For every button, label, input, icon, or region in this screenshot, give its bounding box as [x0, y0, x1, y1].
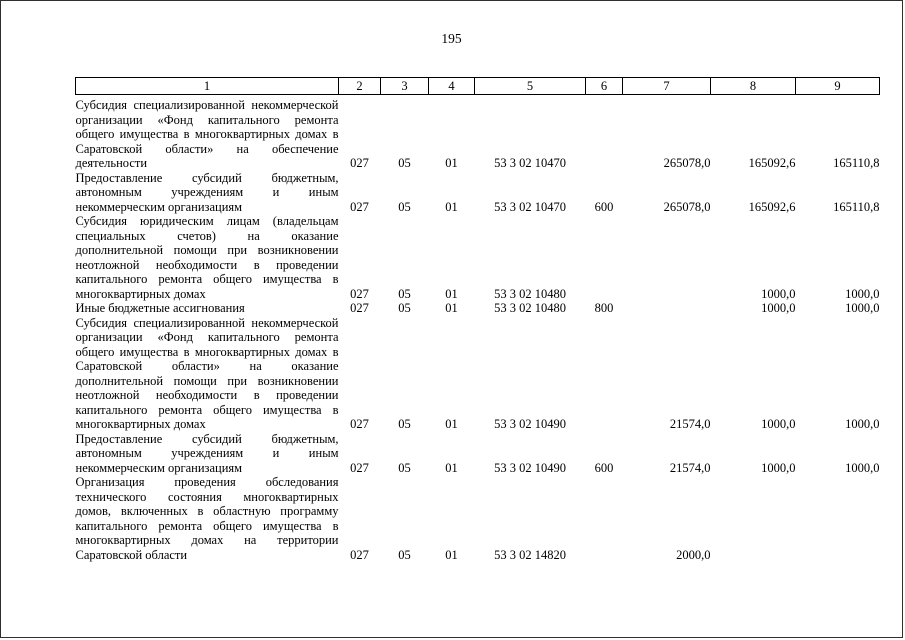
value-cell: 05 [398, 547, 411, 562]
value-cell: 53 3 02 10490 [494, 460, 566, 475]
value-cell: 05 [398, 156, 411, 170]
value-cell: 01 [445, 460, 458, 475]
value-cell [623, 214, 711, 301]
value-cell: 165092,6 [748, 156, 796, 170]
row-title-cell: Субсидия специализированной некоммерческой организации «Фонд капитального ремонта общего имущества в многоквартирных домах в Саратовской области» на обеспечение деятельности [75, 98, 339, 170]
column-header-1: 1 [76, 78, 339, 95]
value-cell [586, 214, 623, 301]
row-title-cell: Предоставление субсидий бюджетным, автономным учреждениям и иным некоммерческим организациям [75, 431, 339, 475]
value-cell: 265078,0 [663, 156, 711, 170]
value-cell: 265078,0 [663, 199, 711, 214]
column-header-8: 8 [711, 78, 796, 95]
value-cell [586, 316, 623, 432]
value-cell: 53 3 02 14820 [494, 547, 566, 562]
value-cell: 1000,0 [845, 286, 880, 301]
column-header-2: 2 [339, 78, 381, 95]
value-cell [586, 475, 623, 562]
value-cell [796, 475, 880, 562]
value-cell [623, 301, 711, 316]
value-cell [586, 95, 623, 171]
value-cell: 21574,0 [669, 417, 711, 431]
value-cell: 01 [445, 301, 458, 315]
table-header-row [76, 78, 880, 95]
table-row [76, 475, 880, 562]
value-cell: 1000,0 [761, 301, 796, 315]
row-title-cell: Иные бюджетные ассигнования [75, 301, 245, 315]
value-cell: 53 3 02 10480 [494, 301, 566, 315]
value-cell: 1000,0 [761, 286, 796, 301]
value-cell: 01 [445, 199, 458, 214]
value-cell: 165092,6 [748, 199, 796, 214]
value-cell: 600 [594, 199, 614, 214]
row-title-cell: Организация проведения обследования технического состояния многоквартирных домов, включенных в областную программу капитального ремонта общего имущества в многоквартирных домах на территории Саратовской области [75, 475, 339, 562]
value-cell: 027 [350, 199, 369, 214]
value-cell: 2000,0 [676, 547, 711, 562]
value-cell: 53 3 02 10470 [494, 156, 566, 170]
value-cell: 027 [350, 547, 369, 562]
column-header-6: 6 [586, 78, 623, 95]
value-cell: 01 [445, 547, 458, 562]
column-header-9: 9 [796, 78, 880, 95]
table-row [76, 95, 880, 171]
value-cell [711, 475, 796, 562]
value-cell: 1000,0 [845, 417, 880, 431]
value-cell: 53 3 02 10470 [494, 199, 566, 214]
value-cell: 05 [398, 301, 411, 315]
value-cell: 165110,8 [833, 199, 880, 214]
value-cell: 027 [350, 286, 369, 301]
table-row [76, 316, 880, 432]
value-cell: 21574,0 [669, 460, 711, 475]
table-row [76, 301, 880, 316]
row-title-cell: Предоставление субсидий бюджетным, автономным учреждениям и иным некоммерческим организациям [75, 170, 339, 214]
value-cell: 1000,0 [845, 460, 880, 475]
column-header-4: 4 [429, 78, 475, 95]
page-number: 195 [441, 31, 462, 46]
value-cell: 05 [398, 460, 411, 475]
value-cell: 600 [594, 460, 614, 475]
column-header-7: 7 [623, 78, 711, 95]
value-cell: 800 [594, 301, 614, 315]
value-cell: 01 [445, 156, 458, 170]
budget-table [75, 77, 880, 562]
table-row [76, 432, 880, 476]
value-cell: 1000,0 [761, 417, 796, 431]
value-cell: 05 [398, 417, 411, 431]
row-title-cell: Субсидия специализированной некоммерческой организации «Фонд капитального ремонта общего имущества в многоквартирных домах в Саратовской области» на оказание дополнительной помощи при возникновении неотложной необходимости в проведении капитального ремонта общего имущества в многоквартирных домах [75, 315, 339, 431]
column-header-5: 5 [475, 78, 586, 95]
value-cell: 027 [350, 417, 369, 431]
value-cell: 027 [350, 301, 369, 315]
value-cell: 05 [398, 286, 411, 301]
value-cell: 165110,8 [833, 156, 880, 170]
value-cell: 05 [398, 199, 411, 214]
value-cell: 027 [350, 460, 369, 475]
row-title-cell: Субсидия юридическим лицам (владельцам специальных счетов) на оказание дополнительной помощи при возникновении неотложной необходимости в проведении капитального ремонта общего имущества в многоквартирных домах [75, 214, 339, 301]
value-cell: 53 3 02 10480 [494, 286, 566, 301]
table-row [76, 214, 880, 301]
value-cell: 1000,0 [761, 460, 796, 475]
value-cell: 01 [445, 286, 458, 301]
column-header-3: 3 [381, 78, 429, 95]
value-cell: 53 3 02 10490 [494, 417, 566, 431]
value-cell: 01 [445, 417, 458, 431]
value-cell: 027 [350, 156, 369, 170]
value-cell: 1000,0 [845, 301, 880, 315]
table-row [76, 171, 880, 215]
